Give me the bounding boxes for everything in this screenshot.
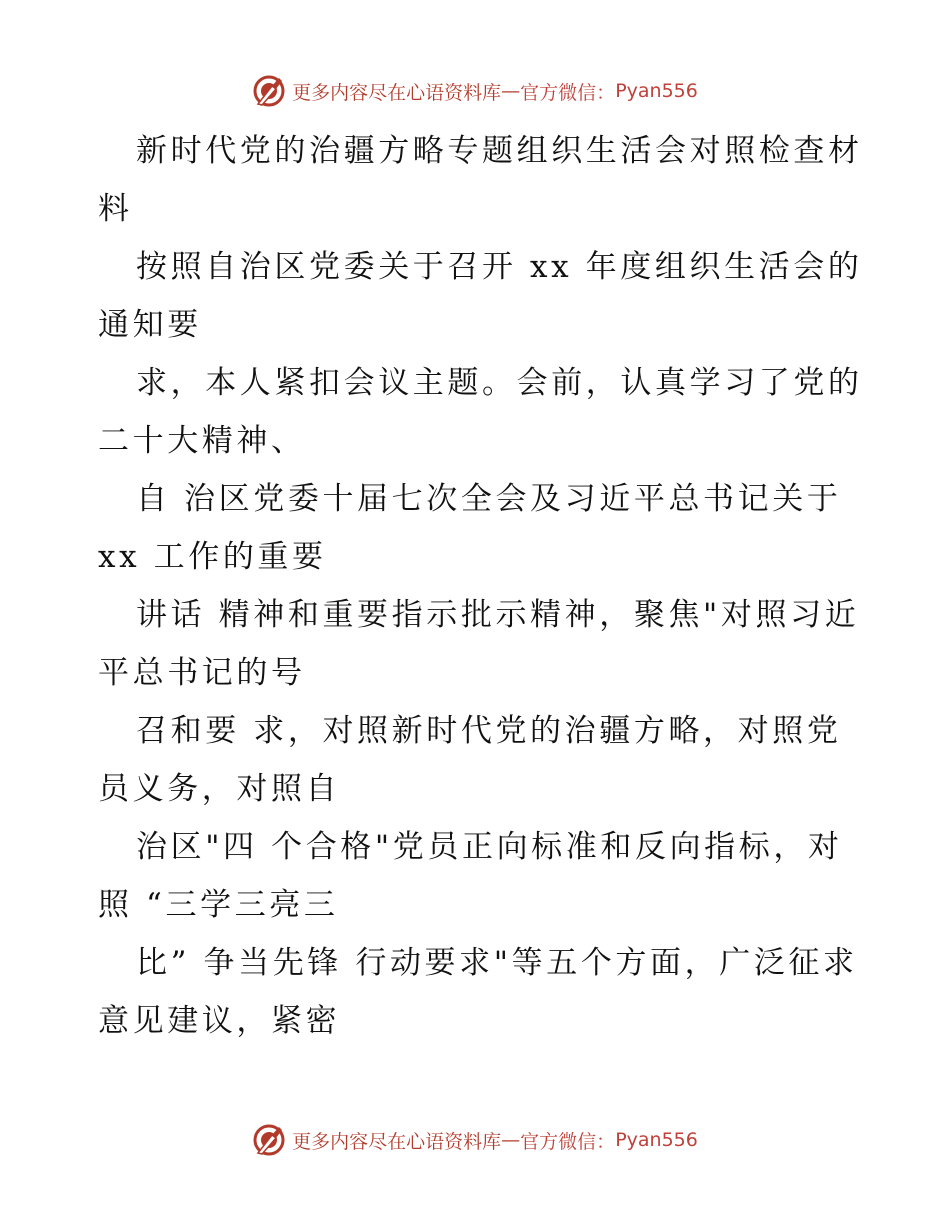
paragraph-line: 意见建议，紧密 [98, 1003, 341, 1039]
watermark-wechat-label: 官方微信： [520, 1130, 616, 1153]
paragraph-line: 照 “三学三亮三 [98, 887, 339, 923]
paragraph [98, 354, 863, 470]
watermark-site-text: 更多内容尽在心语资料库 [292, 81, 502, 104]
paragraph-line: 比” 争当先锋 行动要求"等五个方面，广泛征求 [136, 945, 858, 981]
paragraph-line: 平总书记的号 [98, 655, 306, 691]
watermark-wechat-id: Pyan556 [615, 1129, 698, 1151]
paragraph-line: 求，本人紧扣会议主题。会前，认真学习了党的 [136, 365, 863, 401]
paragraph-line: 讲话 精神和重要指示批示精神，聚焦"对照习近 [136, 597, 860, 633]
paragraph-line: 二十大精神、 [98, 423, 306, 459]
paragraph-line: 新时代党的治疆方略专题组织生活会对照检查材 [136, 133, 863, 169]
paragraph-line: 料 [98, 191, 133, 227]
watermark-dash: — [501, 80, 521, 102]
watermark-footer [0, 1120, 950, 1160]
paragraph [98, 122, 863, 238]
document-body [98, 122, 863, 1050]
paragraph-line: xx 工作的重要 [98, 539, 327, 575]
paragraph-line: 员义务，对照自 [98, 771, 341, 807]
paragraph-line: 自 治区党委十届七次全会及习近平总书记关于 [136, 481, 842, 517]
paragraph [98, 586, 858, 702]
pen-circle-logo-icon [252, 74, 286, 108]
paragraph [98, 934, 858, 1050]
watermark-dash: — [501, 1129, 521, 1151]
paragraph-line: 按照自治区党委关于召开 xx 年度组织生活会的 [136, 249, 863, 285]
watermark-site-text: 更多内容尽在心语资料库 [292, 1130, 502, 1153]
paragraph-line: 治区"四 个合格"党员正向标准和反向指标，对 [136, 829, 843, 865]
watermark-header [0, 71, 950, 111]
paragraph [98, 238, 863, 354]
paragraph [98, 818, 858, 934]
paragraph-line: 通知要 [98, 307, 202, 343]
paragraph [98, 470, 858, 586]
watermark-wechat-label: 官方微信： [520, 81, 616, 104]
watermark-wechat-id: Pyan556 [615, 80, 698, 102]
paragraph [98, 702, 858, 818]
paragraph-line: 召和要 求，对照新时代党的治疆方略，对照党 [136, 713, 842, 749]
pen-circle-logo-icon [252, 1123, 286, 1157]
